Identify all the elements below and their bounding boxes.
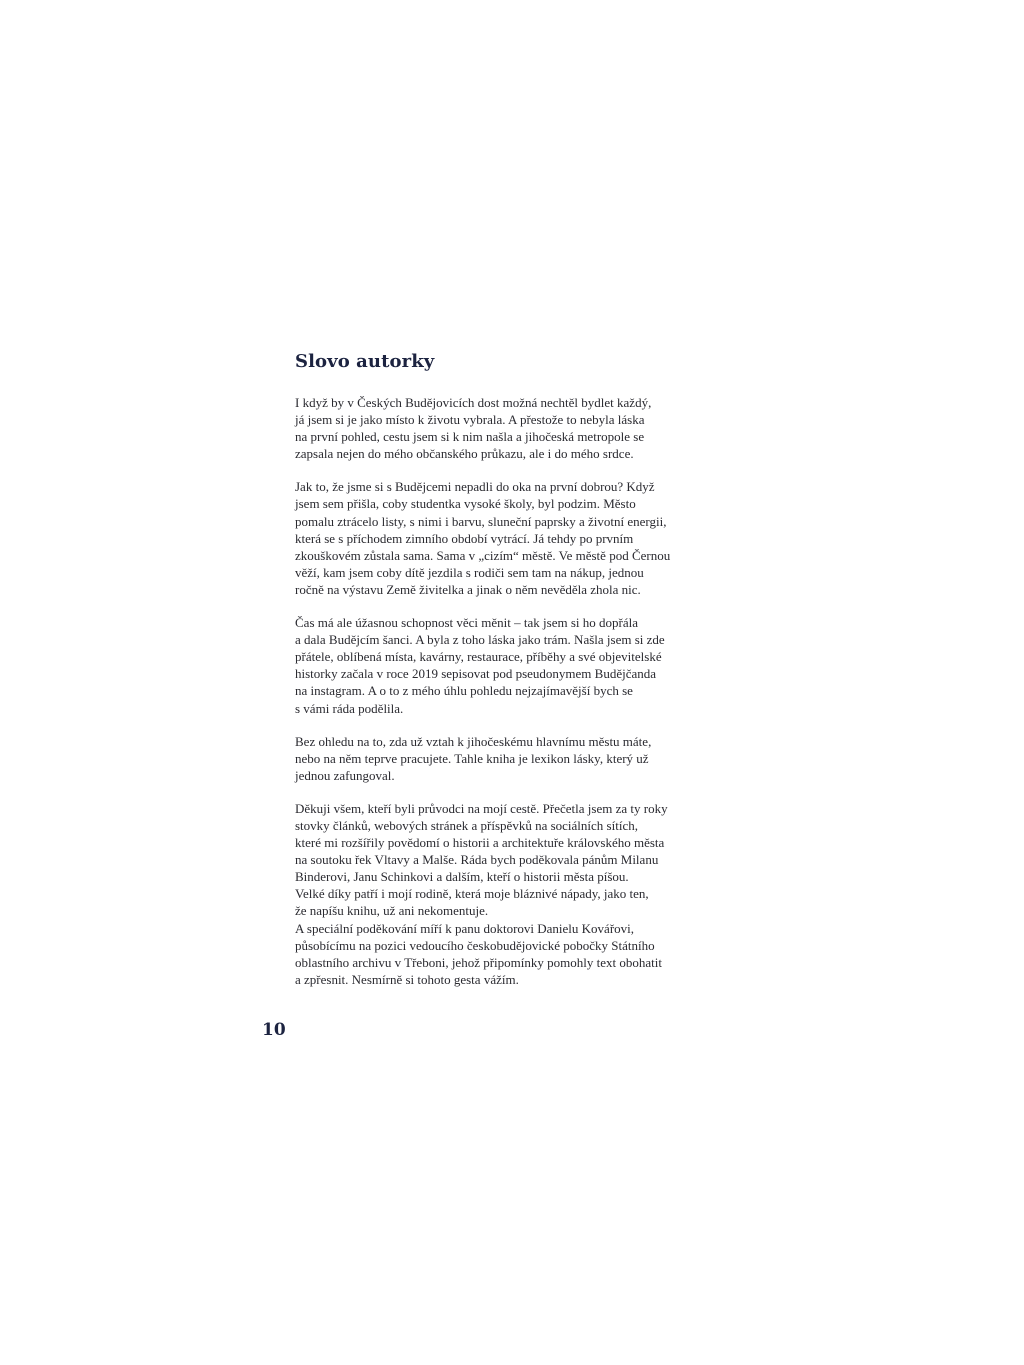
text-line: věží, kam jsem coby dítě jezdila s rodiči sem tam na nákup, jednou [295, 564, 644, 580]
text-line: ročně na výstavu Země živitelka a jinak o něm nevěděla zhola nic. [295, 581, 641, 597]
text-line: Jak to, že jsme si s Budějcemi nepadli do oka na první dobrou? Když [295, 479, 655, 495]
paragraph [295, 733, 735, 784]
text-line: které mi rozšířily povědomí o historii a architektuře královského města [295, 835, 665, 851]
text-line: Děkuji všem, kteří byli průvodci na mojí cestě. Přečetla jsem za ty roky [295, 800, 668, 816]
paragraph [295, 478, 735, 598]
text-line: I když by v Českých Budějovicích dost možná nechtěl bydlet každý, [295, 395, 652, 410]
page-number: 10 [262, 1020, 286, 1040]
paragraph [295, 800, 735, 988]
text-line: já jsem si je jako místo k životu vybrala. A přestože to nebyla láska [295, 412, 645, 428]
text-line: Velké díky patří i mojí rodině, která moje bláznivé nápady, jako ten, [295, 886, 649, 902]
text-line: historky začala v roce 2019 sepisovat pod pseudonymem Budějčanda [295, 666, 657, 682]
text-line: s vámi ráda podělila. [295, 700, 404, 716]
text-line: zapsala nejen do mého občanského průkazu, ale i do mého srdce. [295, 446, 634, 462]
text-line: na první pohled, cestu jsem si k nim našla a jihočeská metropole se [295, 429, 645, 445]
text-line: zkouškovém zůstala sama. Sama v „cizím“ městě. Ve městě pod Černou [295, 547, 671, 563]
text-line: Čas má ale úžasnou schopnost věci měnit – tak jsem si ho dopřála [295, 615, 638, 631]
text-line: Binderovi, Janu Schinkovi a dalším, kteří o historii města píšou. [295, 869, 629, 885]
paragraph [295, 614, 735, 717]
text-line: pomalu ztrácelo listy, s nimi i barvu, sluneční paprsky a životní energii, [295, 513, 667, 529]
text-line: A speciální poděkování míří k panu doktorovi Danielu Kovářovi, [295, 920, 635, 936]
text-line: jsem sem přišla, coby studentka vysoké školy, byl podzim. Město [295, 496, 636, 512]
text-line: že napíšu knihu, už ani nekomentuje. [295, 903, 489, 919]
paragraph [295, 394, 735, 462]
text-line: na instagram. A o to z mého úhlu pohledu nejzajímavější bych se [295, 683, 633, 699]
text-line: a zpřesnit. Nesmírně si tohoto gesta vážím. [295, 971, 519, 987]
text-line: přátele, oblíbená místa, kavárny, restaurace, příběhy a své objevitelské [295, 649, 662, 665]
chapter-title: Slovo autorky [295, 351, 435, 372]
chapter-content [295, 350, 735, 1004]
text-line: a dala Budějcím šanci. A byla z toho láska jako trám. Našla jsem si zde [295, 632, 665, 648]
text-line: Bez ohledu na to, zda už vztah k jihočeskému hlavnímu městu máte, [295, 733, 652, 749]
text-line: na soutoku řek Vltavy a Malše. Ráda bych poděkovala pánům Milanu [295, 852, 659, 868]
body-text [295, 394, 735, 988]
text-line: která se s příchodem zimního období vytrácí. Já tehdy po prvním [295, 530, 634, 546]
text-line: působícímu na pozici vedoucího českobudějovické pobočky Státního [295, 937, 655, 953]
text-line: nebo na něm teprve pracujete. Tahle kniha je lexikon lásky, který už [295, 750, 649, 766]
text-line: stovky článků, webových stránek a příspěvků na sociálních sítích, [295, 817, 638, 833]
text-line: oblastního archivu v Třeboni, jehož připomínky pomohly text obohatit [295, 954, 662, 970]
text-line: jednou zafungoval. [295, 767, 395, 783]
